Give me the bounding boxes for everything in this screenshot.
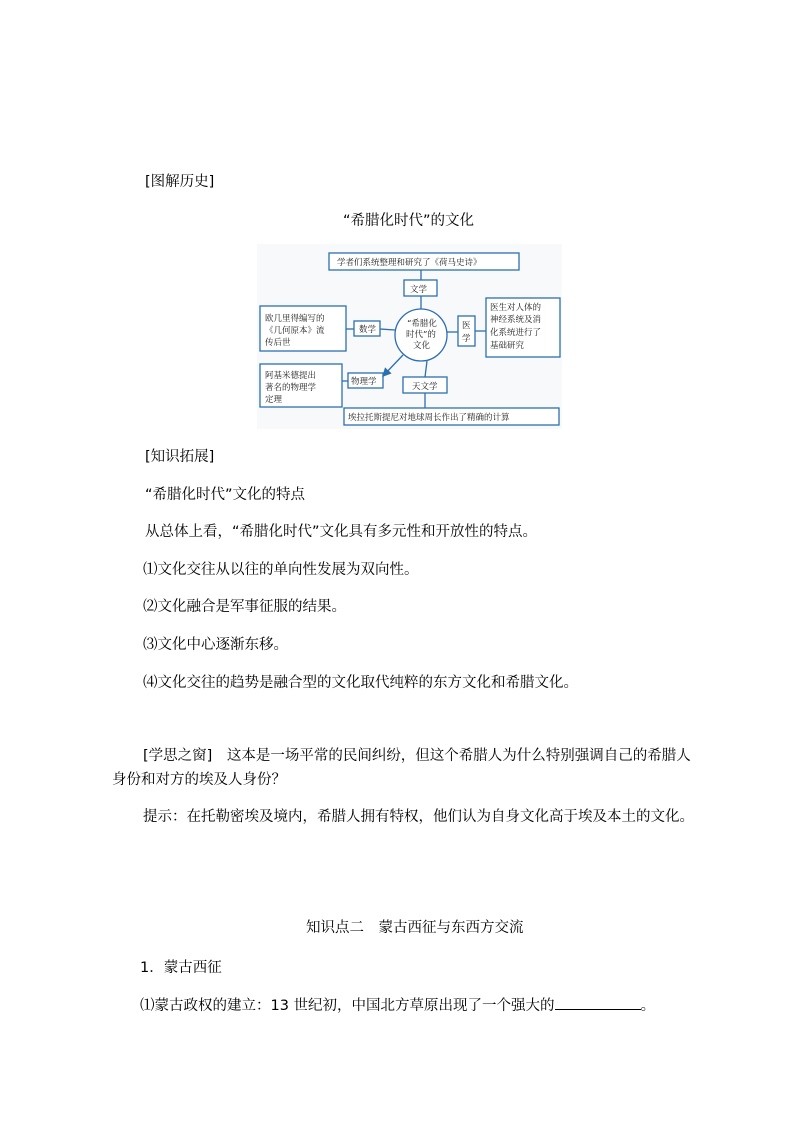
center-line-3: 文化 xyxy=(413,341,431,351)
item-1-1 xyxy=(140,995,655,1016)
tip-answer: 提示：在托勒密埃及境内，希腊人拥有特权，他们认为自身文化高于埃及本土的文化。 xyxy=(143,809,694,825)
math-label: 数学 xyxy=(359,325,377,335)
section-label-zhishi: [知识拓展] xyxy=(145,449,215,465)
culture-diagram-svg xyxy=(257,244,562,429)
xuesi-question-line2: 身份和对方的埃及人身份？ xyxy=(112,772,286,788)
medicine-label-2: 学 xyxy=(462,334,471,344)
feature-item-4: ⑷文化交往的趋势是融合型的文化取代纯粹的东方文化和希腊文化。 xyxy=(143,675,578,691)
section-label-tujie: [图解历史] xyxy=(145,174,215,190)
feature-intro: 从总体上看，“希腊化时代”文化具有多元性和开放性的特点。 xyxy=(145,524,538,540)
medicine-desc-1: 医生对人体的 xyxy=(490,303,542,313)
math-desc-2: 《几何原本》流 xyxy=(265,326,325,336)
xuesi-question-line1: [学思之窗] 这本是一场平常的民间纠纷，但这个希腊人为什么特别强调自己的希腊人 xyxy=(143,748,691,764)
item-1-1-end: 。 xyxy=(640,998,656,1014)
math-desc-1: 欧几里得编写的 xyxy=(265,314,325,324)
diagram-title: “希腊化时代”的文化 xyxy=(343,213,475,229)
physics-label: 物理学 xyxy=(351,377,377,387)
physics-desc-3: 定理 xyxy=(265,395,283,405)
knowledge-point-2-title: 知识点二 蒙古西征与东西方交流 xyxy=(306,920,524,936)
center-line-1: “希腊化 xyxy=(407,319,437,329)
item-1-1-text: ⑴蒙古政权的建立：13 世纪初，中国北方草原出现了一个强大的 xyxy=(140,998,555,1014)
physics-desc-1: 阿基米德提出 xyxy=(265,371,317,381)
literature-label: 文学 xyxy=(410,285,428,295)
feature-item-2: ⑵文化融合是军事征服的结果。 xyxy=(143,599,346,615)
math-desc-3: 传后世 xyxy=(265,338,291,348)
culture-diagram xyxy=(257,244,562,429)
fill-blank xyxy=(555,995,641,1010)
bottom-box-text: 埃拉托斯提尼对地球周长作出了精确的计算 xyxy=(348,413,510,423)
medicine-desc-4: 基础研究 xyxy=(490,341,525,351)
medicine-desc-3: 化系统进行了 xyxy=(490,328,542,338)
medicine-label-1: 医 xyxy=(462,321,471,331)
feature-item-1: ⑴文化交往从以往的单向性发展为双向性。 xyxy=(143,562,419,578)
top-box-text: 学者们系统整理和研究了《荷马史诗》 xyxy=(337,258,482,268)
center-line-2: 时代”的 xyxy=(406,330,436,340)
medicine-desc-2: 神经系统及消 xyxy=(490,315,542,325)
feature-title: “希腊化时代”文化的特点 xyxy=(145,487,306,503)
item-1-heading: 1．蒙古西征 xyxy=(140,960,222,976)
feature-item-3: ⑶文化中心逐渐东移。 xyxy=(143,637,288,653)
astronomy-label: 天文学 xyxy=(412,382,438,392)
physics-desc-2: 著名的物理学 xyxy=(265,383,317,393)
